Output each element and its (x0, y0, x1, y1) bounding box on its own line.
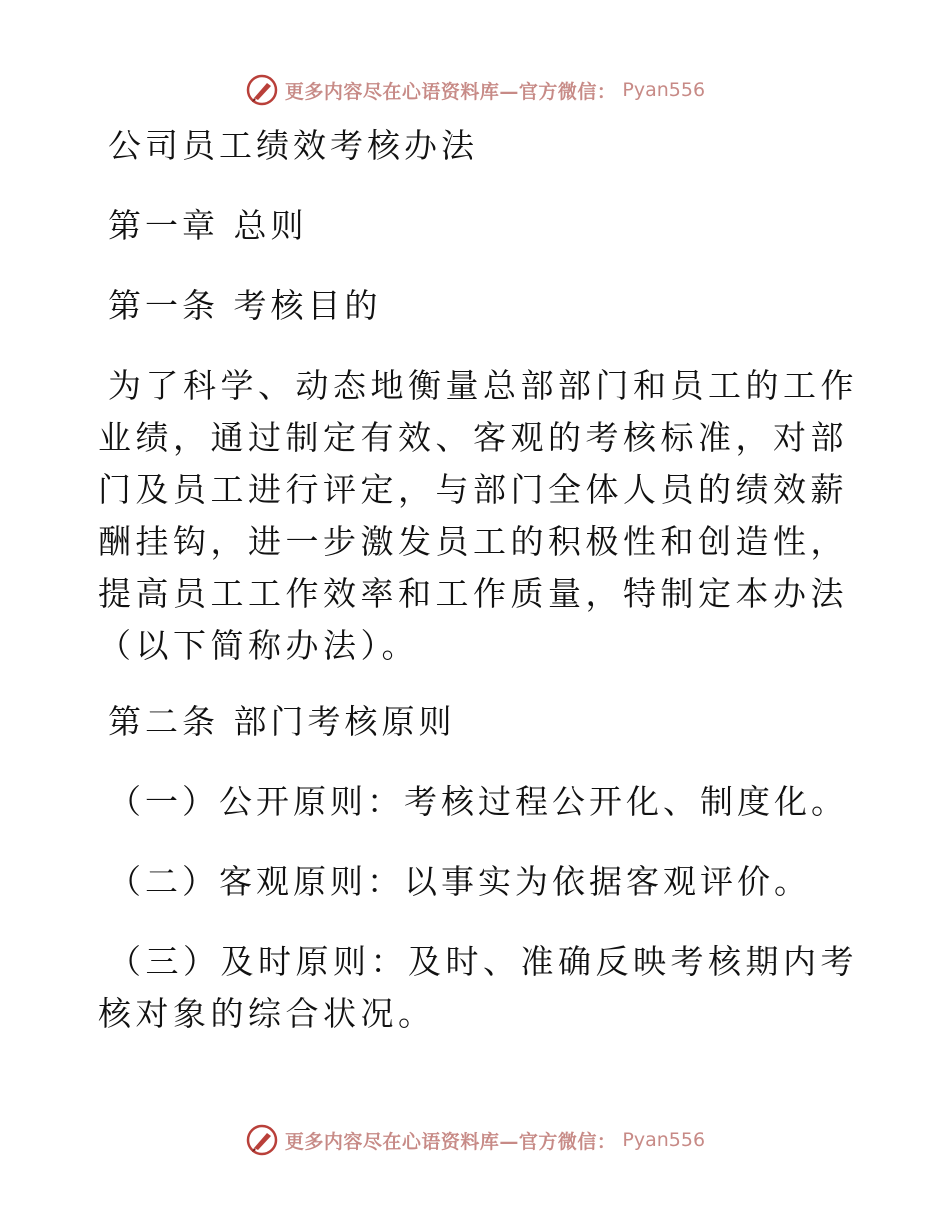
watermark-text: 更多内容尽在心语资料库—官方微信： (284, 80, 617, 103)
principle-3: （三）及时原则：及时、准确反映考核期内考核对象的综合状况。 (98, 942, 858, 1033)
watermark-wechat-id: Pyan556 (622, 79, 706, 101)
pen-in-circle-logo-icon (245, 1123, 279, 1157)
header-watermark (0, 70, 950, 110)
pen-in-circle-logo-icon (245, 73, 279, 107)
chapter-heading: 第一章 总则 (108, 206, 308, 245)
article-1-heading: 第一条 考核目的 (108, 286, 382, 325)
footer-watermark (0, 1120, 950, 1160)
principle-2: （二）客观原则：以事实为依据客观评价。 (108, 862, 811, 901)
article-2-heading: 第二条 部门考核原则 (108, 702, 456, 741)
watermark-wechat-id: Pyan556 (622, 1129, 706, 1151)
principle-1: （一）公开原则：考核过程公开化、制度化。 (108, 782, 848, 821)
article-1-body: 为了科学、动态地衡量总部部门和员工的工作业绩，通过制定有效、客观的考核标准，对部门及员工进行评定，与部门全体人员的绩效薪酬挂钩，进一步激发员工的积极性和创造性，提高员工工作效率和工作质量，特制定本办法（以下简称办法）。 (98, 366, 858, 665)
watermark-text: 更多内容尽在心语资料库—官方微信： (284, 1130, 617, 1153)
document-title: 公司员工绩效考核办法 (108, 126, 478, 165)
document-body (98, 120, 858, 1040)
